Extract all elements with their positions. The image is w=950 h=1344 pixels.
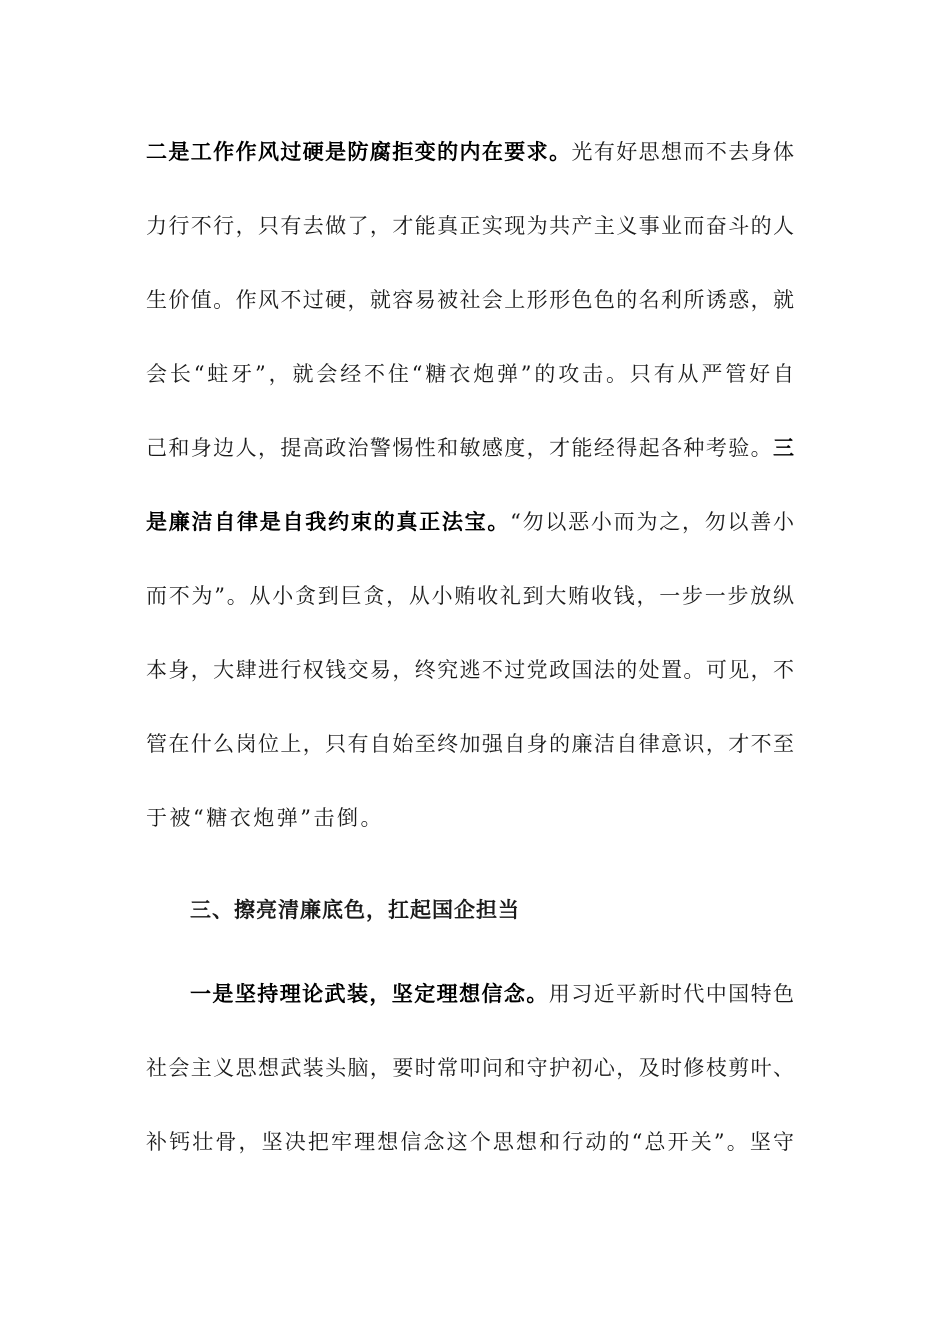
para2-line-1 <box>190 979 794 1009</box>
line-text: 光有好思想而不去身体 <box>571 140 795 164</box>
line-text: 生价值。作风不过硬，就容易被社会上形形色色的名利所诱惑，就 <box>146 288 794 312</box>
text-line-3 <box>146 285 794 315</box>
line-text: 己和身边人，提高政治警惕性和敏感度，才能经得起各种考验。 <box>146 436 773 460</box>
line-text: 本身，大肆进行权钱交易，终究逃不过党政国法的处置。可见，不 <box>146 658 794 682</box>
line-text: 补钙壮骨，坚决把牢理想信念这个思想和行动的“总开关”。坚守 <box>146 1130 794 1154</box>
line-text: 会长“蛀牙”，就会经不住“糖衣炮弹”的攻击。只有从严管好自 <box>146 362 794 386</box>
text-line-5 <box>146 433 794 463</box>
text-line-9 <box>146 729 794 759</box>
line-text: 于被“糖衣炮弹”击倒。 <box>146 806 384 830</box>
text-line-8 <box>146 655 794 685</box>
line-text: 用习近平新时代中国特色 <box>548 982 795 1006</box>
text-line-2 <box>146 211 794 241</box>
line-text: 而不为”。从小贪到巨贪，从小贿收礼到大贿收钱，一步一步放纵 <box>146 584 794 608</box>
section-heading: 三、擦亮清廉底色，扛起国企担当 <box>190 897 520 922</box>
bold-lead: 是廉洁自律是自我约束的真正法宝。 <box>146 509 511 534</box>
para2-line-3 <box>146 1127 794 1157</box>
para2-line-2 <box>146 1053 794 1083</box>
line-text: “勿以恶小而为之，勿以善小 <box>510 510 794 534</box>
text-line-6 <box>146 507 794 537</box>
bold-lead: 二是工作作风过硬是防腐拒变的内在要求。 <box>146 139 572 164</box>
text-line-10 <box>146 803 794 833</box>
text-line-1 <box>146 137 794 167</box>
line-text: 力行不行，只有去做了，才能真正实现为共产主义事业而奋斗的人 <box>146 214 794 238</box>
line-text: 社会主义思想武装头脑，要时常叩问和守护初心，及时修枝剪叶、 <box>146 1056 794 1080</box>
bold-lead: 一是坚持理论武装，坚定理想信念。 <box>190 981 549 1006</box>
bold-tail: 三 <box>773 435 794 460</box>
line-text: 管在什么岗位上，只有自始至终加强自身的廉洁自律意识，才不至 <box>146 732 794 756</box>
text-line-7 <box>146 581 794 611</box>
text-line-4 <box>146 359 794 389</box>
